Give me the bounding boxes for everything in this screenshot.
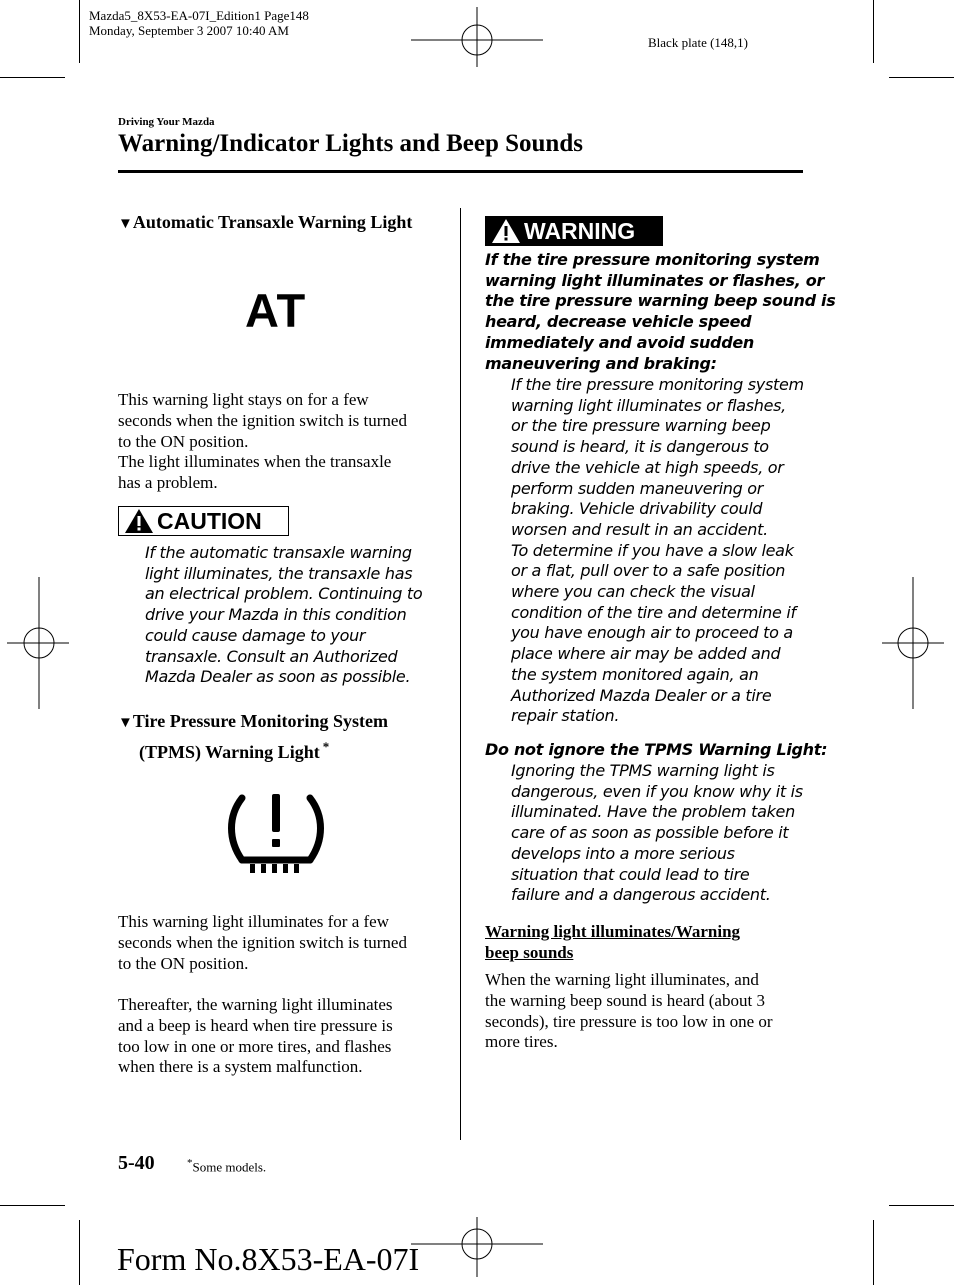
caution-label-box [118,506,289,536]
tpms-warning-icon [228,790,324,876]
warning-triangle-icon [491,218,521,244]
plate-label: Black plate (148,1) [648,35,748,50]
registration-mark-right [880,577,946,709]
warning-paragraph: When the warning light illuminates, and the warning beep sound is heard (about 3 seconds), tire pressure is too low in one or more tires. [485,970,773,1052]
registration-mark-top [411,5,543,69]
triangle-down-icon: ▼ [118,715,133,731]
caution-label: CAUTION [157,507,262,534]
warning-label: WARNING [524,217,636,244]
tpms-paragraph-1: This warning light illuminates for a few seconds when the ignition switch is turned to the ON position. [118,912,407,973]
registration-mark-left [5,577,71,709]
at-symbol: AT [245,284,307,337]
warning-body-2: Ignoring the TPMS warning light is dangerous, even if you know why it is illuminated. Have the problem taken care of as soon as possible before it develops into a more serious situation that could lead to tire failure and a dangerous accident. [511,761,803,905]
footnote [187,1157,266,1175]
section-label: Driving Your Mazda [118,116,215,128]
tpms-heading-line2: (TPMS) Warning Light [139,742,320,762]
print-meta-line2: Monday, September 3 2007 10:40 AM [89,23,289,38]
triangle-down-icon: ▼ [118,216,133,232]
form-number: Form No.8X53-EA-07I [117,1241,420,1277]
tpms-heading [118,710,388,764]
warning-body-1: If the tire pressure monitoring system warning light illuminates or flashes, or the tire pressure warning beep sound is heard, it is dangerous to drive the vehicle at high speeds, or perform sudden maneuvering or braking. Vehicle drivability could worsen and result in an accident. To determine if you have a slow leak or a flat, pull over to a safe position where you can check the visual condition of the tire and determine if you have enough air to proceed to a place where air may be added and the system monitored again, an Authorized Mazda Dealer or a tire repair station. [511,375,804,726]
column-divider [460,208,461,1140]
warning-triangle-icon [124,508,154,534]
warning-subheading: Warning light illuminates/Warning beep sounds [485,922,741,962]
print-meta-line1: Mazda5_8X53-EA-07I_Edition1 Page148 [89,8,309,23]
warning-lead-2: Do not ignore the TPMS Warning Light: [485,740,828,759]
footnote-mark: * [187,1157,193,1169]
page-number: 5-40 [118,1152,155,1174]
tpms-heading-line1: Tire Pressure Monitoring System [132,711,389,731]
footnote-text: Some models. [192,1159,267,1175]
print-meta [89,8,309,38]
at-heading [118,211,412,236]
at-paragraph: This warning light stays on for a few seconds when the ignition switch is turned to the ON position. The light illuminates when the transaxle has a problem. [118,390,407,493]
registration-mark-bottom [411,1215,543,1279]
caution-text: If the automatic transaxle warning light illuminates, the transaxle has an electrical problem. Continuing to drive your Mazda in this condition could cause damage to your transaxle. Consult an Authorized Mazda Dealer as soon as possible. [145,543,423,687]
warning-lead: If the tire pressure monitoring system warning light illuminates or flashes, or the tire pressure warning beep sound is heard, decrease vehicle speed immediately and avoid sudden maneuvering and braking: [485,250,836,373]
footnote-asterisk: * [322,739,330,754]
title-rule [118,170,803,173]
tpms-paragraph-2: Thereafter, the warning light illuminates and a beep is heard when tire pressure is too low in one or more tires, and flashes when there is a system malfunction. [118,995,393,1077]
page-title: Warning/Indicator Lights and Beep Sounds [118,130,583,157]
at-heading-text: Automatic Transaxle Warning Light [132,212,413,232]
warning-label-box [485,216,663,246]
